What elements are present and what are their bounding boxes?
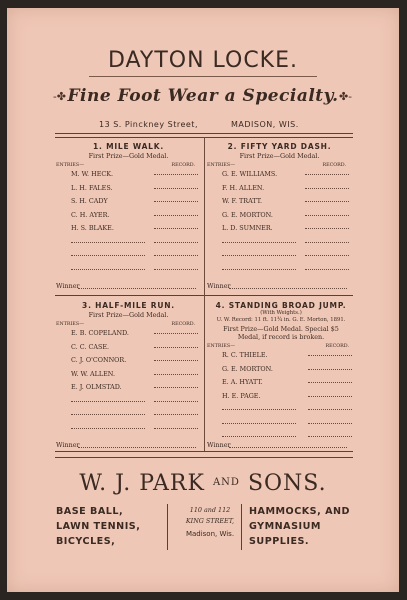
park-name-initials: W. J. P: [79, 471, 154, 496]
product-line: LAWN TENNIS,: [56, 521, 141, 532]
record-line: [305, 228, 349, 229]
entries-label: ENTRIES—: [56, 163, 84, 168]
event-prize: First Prize—Gold Medal. Special $5 Medal, if record is broken.: [223, 325, 339, 341]
winner-line: [207, 441, 352, 449]
bottom-rule: [55, 451, 353, 452]
entry-row: [207, 209, 352, 223]
entry-name: H. E. PAGE.: [222, 391, 261, 400]
record-label: RECORD.: [171, 322, 195, 327]
entry-name: H. S. BLAKE.: [71, 224, 114, 232]
program-page: [7, 8, 399, 592]
entry-name: G. E. MORTON.: [222, 210, 273, 219]
blank-entry-row: [56, 236, 201, 250]
blank-entry-row: [56, 395, 201, 409]
entry-row: [56, 381, 201, 395]
blank-entry-row: [207, 249, 352, 263]
record-line: [154, 215, 198, 216]
event-prize: First Prize—Gold Medal.: [88, 311, 169, 319]
event-record-note: U. W. Record: 11 ft. 11¾ in. G. E. Morton, 1891.: [216, 317, 346, 323]
blank-entry-row: [207, 236, 352, 250]
record-line: [154, 174, 198, 175]
record-line: [305, 174, 349, 175]
entry-row: [207, 222, 352, 236]
bottom-rule-2: [55, 457, 353, 458]
blank-entry-row: [56, 408, 201, 422]
entry-name: G. E. MORTON.: [222, 364, 273, 373]
event-standing-broad-jump: [207, 301, 355, 444]
record-label: RECORD.: [322, 163, 346, 168]
top-rule: [55, 133, 353, 134]
record-line: [154, 360, 198, 361]
entry-name: F. H. ALLEN.: [222, 183, 265, 192]
winner-label: Winner: [56, 441, 80, 449]
footer-divider-right: [241, 504, 242, 550]
entry-name: L. H. FALES.: [71, 183, 113, 192]
entry-row: [207, 195, 352, 209]
record-line: [308, 355, 352, 356]
event-title: 2. FIFTY YARD DASH.: [227, 142, 332, 151]
blank-entry-row: [207, 403, 355, 417]
entry-row: [207, 363, 355, 377]
record-line: [154, 201, 198, 202]
record-line: [308, 369, 352, 370]
event-title: 4. STANDING BROAD JUMP.: [215, 301, 347, 310]
entry-row: [56, 209, 201, 223]
record-label: RECORD.: [171, 163, 195, 168]
event-prize: First Prize—Gold Medal.: [239, 152, 320, 160]
blank-entry-row: [56, 249, 201, 263]
address-street: KING STREET,: [185, 517, 235, 525]
event-prize: First Prize—Gold Medal.: [88, 152, 169, 160]
entry-row: [207, 349, 355, 363]
entry-name: W. W. ALLEN.: [71, 369, 116, 378]
entry-name: R. C. THIELE.: [222, 351, 268, 359]
park-sons: SONS.: [247, 471, 327, 496]
record-line: [305, 201, 349, 202]
record-line: [154, 228, 198, 229]
record-line: [154, 374, 198, 375]
entry-row: [207, 182, 352, 196]
entry-row: [56, 222, 201, 236]
entries-label: ENTRIES—: [207, 163, 235, 168]
entry-row: [56, 182, 201, 196]
record-line: [154, 387, 198, 388]
entry-name: C. H. AYER.: [71, 210, 110, 219]
record-line: [308, 396, 352, 397]
entry-name: E. B. COPELAND.: [71, 329, 129, 337]
entry-row: [207, 390, 355, 404]
record-line: [154, 188, 198, 189]
footer-divider-left: [167, 504, 168, 550]
winner-label: Winner: [207, 282, 231, 290]
entry-name: W. F. TRATT.: [222, 197, 263, 205]
right-ornament-icon: ✤-: [339, 90, 352, 103]
park-name-rest: ARK: [153, 471, 205, 496]
left-product-list: [56, 504, 140, 549]
entry-row: [56, 341, 201, 355]
entry-name: C. C. CASE.: [71, 342, 110, 351]
event-title: 1. MILE WALK.: [92, 142, 165, 151]
store-street: 13 S. Pinckney Street,: [99, 120, 198, 129]
store-slogan: Fine Foot Wear a Specialty.: [67, 86, 339, 106]
entries-label: ENTRIES—: [207, 344, 235, 349]
record-line: [305, 215, 349, 216]
record-line: [154, 347, 198, 348]
record-line: [305, 188, 349, 189]
product-line: BICYCLES,: [56, 536, 116, 547]
event-title: 3. HALF-MILE RUN.: [82, 301, 175, 310]
entry-name: M. W. HECK.: [71, 170, 114, 178]
event-subtitle: (With Weights.): [260, 310, 302, 316]
event-half-mile-run: [56, 301, 201, 435]
park-and: AND: [212, 477, 240, 488]
winner-line: [207, 282, 352, 290]
entry-name: G. E. WILLIAMS.: [222, 170, 278, 178]
entry-name: S. H. CADY: [71, 197, 108, 205]
blank-entry-row: [207, 263, 352, 277]
entries-label: ENTRIES—: [56, 322, 84, 327]
right-product-list: [249, 504, 350, 549]
entry-row: [56, 354, 201, 368]
product-line: SUPPLIES.: [249, 536, 310, 547]
winner-line: [56, 282, 201, 290]
entry-row: [56, 195, 201, 209]
entry-name: L. D. SUMNER.: [222, 224, 273, 232]
product-line: HAMMOCKS, AND: [249, 506, 350, 517]
event-mile-walk: [56, 142, 201, 276]
entry-name: E. J. OLMSTAD.: [71, 383, 122, 391]
product-line: BASE BALL,: [56, 506, 124, 517]
park-and-sons-title: [7, 471, 399, 496]
entry-row: [56, 168, 201, 182]
record-line: [154, 333, 198, 334]
entry-row: [56, 327, 201, 341]
product-line: GYMNASIUM: [249, 521, 321, 532]
store-name: DAYTON LOCKE.: [107, 48, 298, 73]
winner-label: Winner: [207, 441, 231, 449]
address-numbers: 110 and 112: [189, 506, 231, 514]
blank-entry-row: [56, 422, 201, 436]
column-divider: [204, 137, 205, 451]
address-city: Madison, Wis.: [185, 530, 235, 538]
blank-entry-row: [56, 263, 201, 277]
blank-entry-row: [207, 417, 355, 431]
entry-row: [56, 368, 201, 382]
store-city: MADISON, WIS.: [231, 120, 299, 129]
header-divider: [89, 76, 317, 77]
entry-name: E. A. HYATT.: [222, 378, 263, 386]
entry-name: C. J. O'CONNOR.: [71, 356, 127, 364]
entry-row: [207, 376, 355, 390]
record-label: RECORD.: [325, 344, 349, 349]
event-fifty-yard-dash: [207, 142, 352, 276]
winner-line: [56, 441, 201, 449]
record-line: [308, 382, 352, 383]
winner-label: Winner: [56, 282, 80, 290]
entry-row: [207, 168, 352, 182]
left-ornament-icon: -✤: [53, 90, 66, 103]
park-address: [175, 505, 245, 541]
